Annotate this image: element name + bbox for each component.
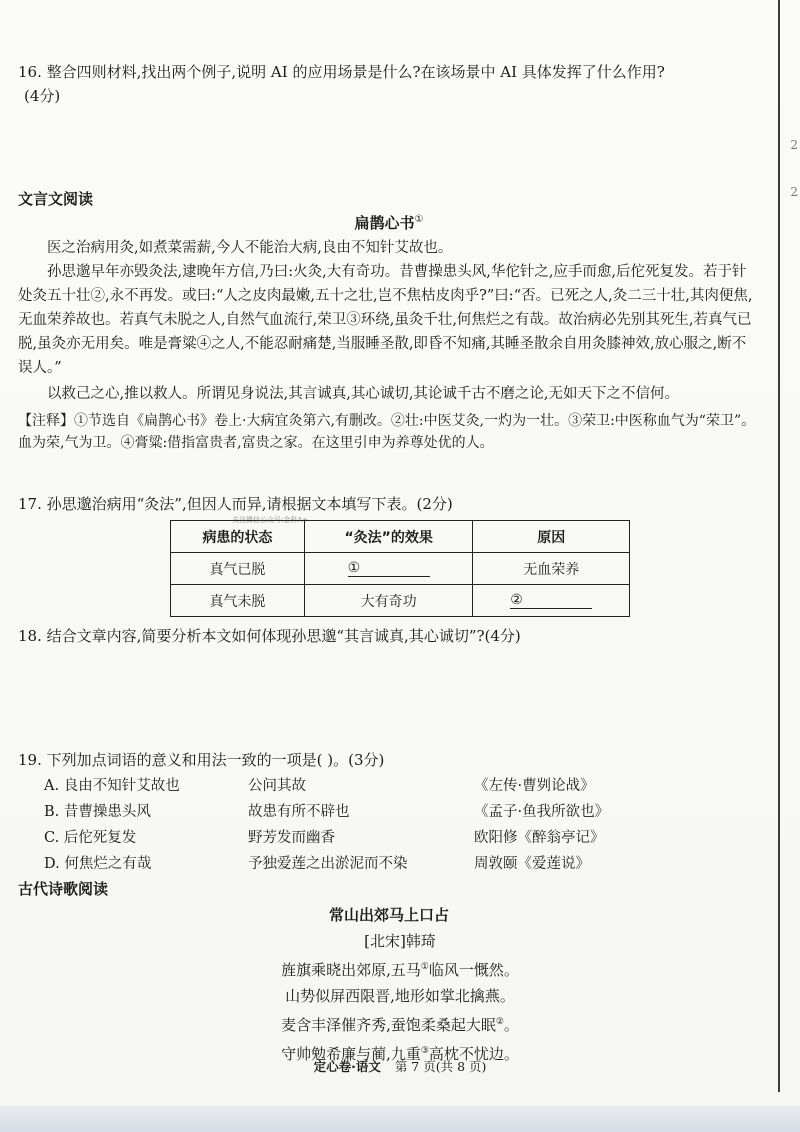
table-cell: 无血荣养 (473, 553, 630, 585)
footer-brand: 定心卷·语文 (313, 1059, 381, 1074)
question-18: 18. 结合文章内容,简要分析本文如何体现孙思邈“其言诚真,其心诚切”?(4分) (18, 627, 521, 645)
section-title-classical: 文言文阅读 (18, 190, 94, 208)
option-b-source: 《孟子·鱼我所欲也》 (474, 804, 610, 820)
scan-bottom-shadow (0, 1106, 800, 1132)
table-cell: 真气已脱 (171, 553, 305, 585)
table-header-row (171, 521, 630, 553)
faint-watermark-text: 关注微信公众号:金科A+ (232, 516, 309, 524)
poem-note-mark: ② (495, 1017, 504, 1027)
question-16 (18, 60, 760, 108)
poem-line (0, 954, 800, 983)
option-a-text: A. 良由不知针艾故也 (44, 778, 180, 794)
option-d-source: 周敦颐《爱莲说》 (474, 856, 590, 872)
section-title-poetry: 古代诗歌阅读 (18, 880, 109, 898)
passage-annotation: 【注释】①节选自《扁鹊心书》卷上·大病宜灸第六,有删改。②壮:中医艾灸,一灼为一壮。③荣卫:中医称血气为“荣卫”。血为荣,气为卫。④膏粱:借指富贵者,富贵之家。在这里引申为养尊处优的人。 (18, 413, 756, 451)
answer-blank-2[interactable] (473, 585, 630, 617)
option-c-compare: 野芳发而幽香 (248, 830, 335, 846)
answer-blank-1[interactable] (304, 553, 473, 585)
option-b-compare: 故患有所不辟也 (248, 804, 350, 820)
poem-note-mark: ③ (420, 1046, 429, 1056)
poem-line-text: 旌旗乘晓出郊原,五马 (281, 961, 421, 979)
poem-line (0, 1009, 800, 1038)
fill-in-table (170, 520, 630, 617)
poem-line (0, 983, 800, 1009)
table-header-cell: “灸法”的效果 (304, 521, 473, 553)
passage-paragraph: 孙思邈早年亦毁灸法,逮晚年方信,乃曰:火灸,大有奇功。昔曹操患头风,华佗针之,应手而愈,后佗死复发。若于针处灸五十壮②,永不再发。或曰:“人之皮肉最嫩,五十之壮,岂不焦枯皮肉乎?”曰:“否。已死之人,灸二三十壮,其肉便焦,无血荣养故也。若真气未脱之人,自然气血流行,荣卫③环绕,虽灸千壮,何焦烂之有哉。故治病必先别其死生,若真气已脱,虽灸亦无用矣。唯是膏粱④之人,不能忍耐痛楚,当服睡圣散,即昏不知痛,其睡圣散余自用灸膝神效,放心服之,断不误人。” (18, 264, 753, 376)
classical-title-text: 扁鹊心书 (354, 214, 415, 232)
poem-line-text: 麦含丰泽催齐秀,蚕饱柔桑起大眠 (281, 1016, 496, 1034)
poem-line-text: 高枕不忧边。 (428, 1045, 519, 1063)
poem-line-text: 临风一慨然。 (428, 961, 519, 979)
footer-page-number: 第 7 页(共 8 页) (394, 1059, 487, 1074)
table-cell: 大有奇功 (304, 585, 473, 617)
passage-paragraph: 医之治病用灸,如煮菜需薪,今人不能治大病,良由不知针艾故也。 (47, 240, 453, 256)
classical-passage (18, 236, 760, 454)
poem-title: 常山出郊马上口占 (328, 906, 449, 924)
option-b-text: B. 昔曹操患头风 (44, 804, 151, 820)
option-d-text: D. 何焦烂之有哉 (44, 856, 152, 872)
edge-mark: 2 (790, 185, 798, 199)
poem-line-text: 。 (503, 1016, 519, 1034)
blank-number: ① (348, 560, 430, 577)
poem-line-text: 山势似屏西限晋,地形如掌北擒燕。 (285, 987, 515, 1005)
question-16-score: (4分) (24, 87, 61, 105)
passage-paragraph: 以救己之心,推以救人。所谓见身说法,其言诚真,其心诚切,其论诚千古不磨之论,无如天下之不信何。 (47, 386, 680, 402)
table-header-cell: 原因 (473, 521, 630, 553)
poem-note-mark: ① (420, 962, 429, 972)
classical-text-title (18, 212, 760, 233)
option-c-text: C. 后佗死复发 (44, 830, 137, 846)
page-footer (0, 1057, 800, 1075)
poem-body (0, 928, 800, 1067)
option-c-source: 欧阳修《醉翁亭记》 (474, 830, 605, 846)
table-row (171, 585, 630, 617)
question-19: 19. 下列加点词语的意义和用法一致的一项是( )。(3分) (18, 751, 385, 769)
option-d-compare: 予独爱莲之出淤泥而不染 (248, 856, 408, 872)
classical-title-mark: ① (414, 214, 424, 225)
poem-line-text: 守帅勉希廉与蔺,九重 (281, 1045, 421, 1063)
table-cell: 真气未脱 (171, 585, 305, 617)
table-header-cell: 病患的状态 (171, 521, 305, 553)
option-a-compare: 公问其故 (248, 778, 306, 794)
table-row (171, 553, 630, 585)
option-a-source: 《左传·曹刿论战》 (474, 778, 595, 794)
blank-number: ② (510, 592, 592, 609)
poem-author: [北宋]韩琦 (364, 932, 436, 950)
question-16-line1: 16. 整合四则材料,找出两个例子,说明 AI 的应用场景是什么?在该场景中 AI 具体发挥了什么作用? (18, 63, 665, 81)
question-17: 17. 孙思邈治病用“灸法”,但因人而异,请根据文本填写下表。(2分) (18, 495, 453, 513)
edge-mark: 2 (790, 138, 798, 152)
